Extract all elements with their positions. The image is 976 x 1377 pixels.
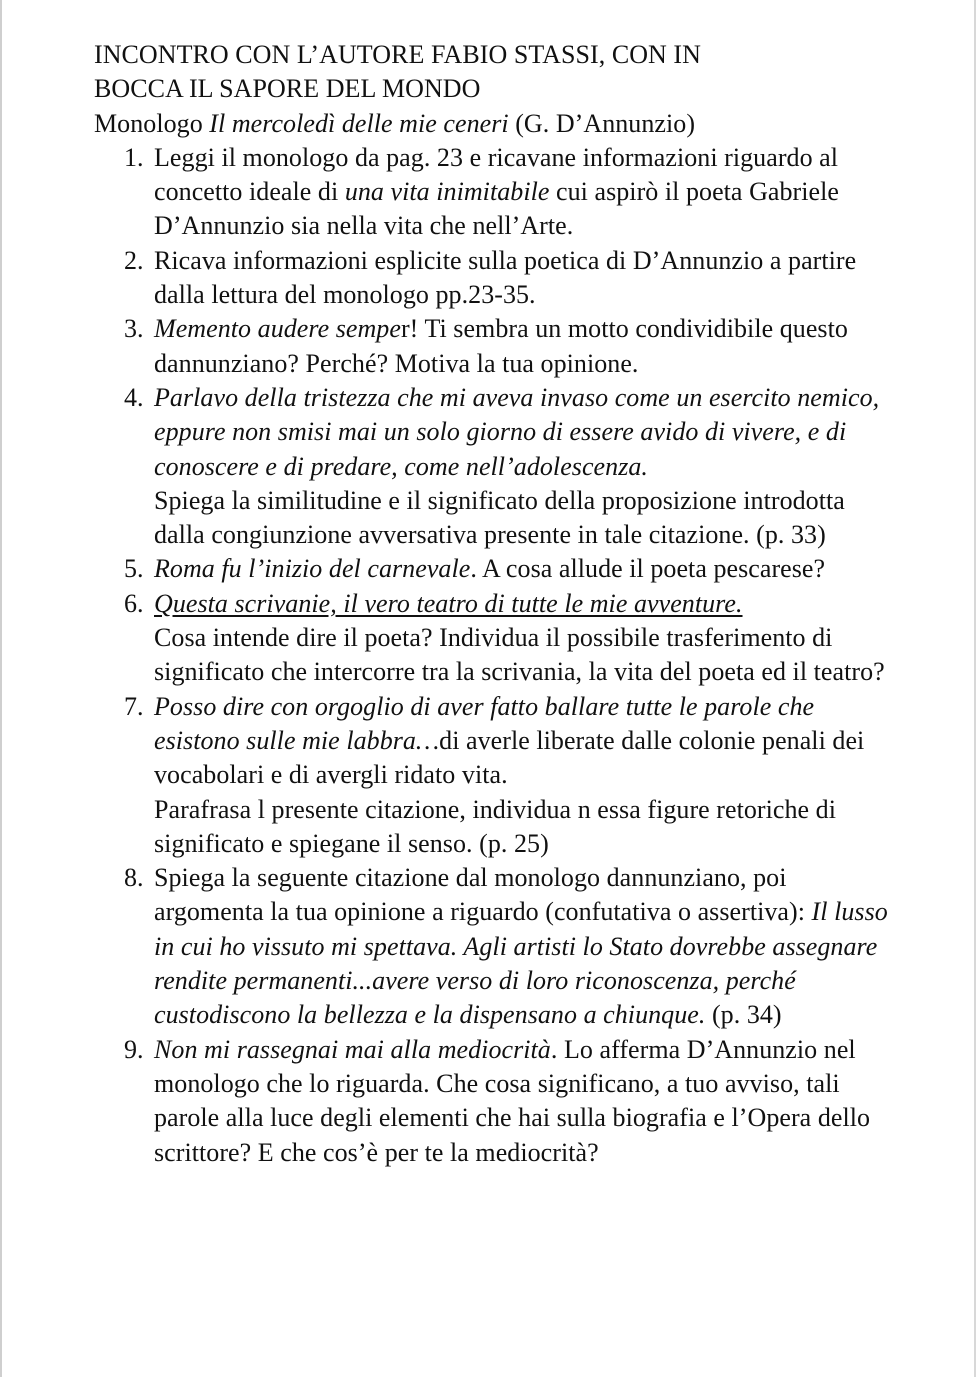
question-number: 6. bbox=[124, 588, 144, 618]
question-item-6 bbox=[94, 587, 894, 690]
question-number: 4. bbox=[124, 382, 144, 412]
question-item-8 bbox=[94, 861, 894, 1032]
subtitle-work-title: Il mercoledì delle mie ceneri bbox=[209, 108, 509, 138]
title-line-2: BOCCA IL SAPORE DEL MONDO bbox=[94, 74, 481, 104]
question-item-3 bbox=[94, 312, 894, 381]
question-quote: Memento audere sempe bbox=[154, 314, 401, 344]
subtitle-prefix: Monologo bbox=[94, 108, 210, 138]
subtitle-author: (G. D’Annunzio) bbox=[508, 108, 696, 138]
question-quote: Posso dire con orgoglio di aver fatto ballare tutte le parole che esistono sulle mie labbra… bbox=[154, 691, 815, 755]
question-number: 9. bbox=[124, 1034, 144, 1064]
document-subtitle bbox=[94, 107, 894, 141]
question-quote: Questa scrivanie, il vero teatro di tutte le mie avventure. bbox=[154, 588, 743, 618]
question-list bbox=[94, 141, 894, 1170]
question-text: . A cosa allude il poeta pescarese? bbox=[470, 554, 826, 584]
question-text: Spiega la seguente citazione dal monologo dannunziano, poi argomenta la tua opinione a riguardo (confutativa o assertiva): bbox=[154, 863, 812, 927]
question-item-9 bbox=[94, 1033, 894, 1170]
question-number: 2. bbox=[124, 245, 144, 275]
document-title bbox=[94, 38, 894, 107]
question-item-4 bbox=[94, 381, 894, 552]
document-content bbox=[94, 38, 894, 1170]
question-number: 8. bbox=[124, 863, 144, 893]
title-line-1: INCONTRO CON L’AUTORE FABIO STASSI, CON IN bbox=[94, 40, 701, 69]
question-number: 1. bbox=[124, 142, 144, 172]
question-quote: Non mi rassegnai mai alla mediocrità bbox=[154, 1034, 551, 1064]
question-text: r! Ti sembra un motto condividibile questo dannunziano? Perché? Motiva la tua opinione. bbox=[154, 314, 848, 378]
question-text: di averle liberate dalle colonie penali dei vocabolari e di avergli ridato vita. bbox=[154, 725, 865, 790]
question-quote: Parlavo della tristezza che mi aveva invaso come un esercito nemico, eppure non smisi mai un solo giorno di essere avido di vivere, e di conoscere e di predare, come nell’adolescenza. bbox=[154, 382, 880, 481]
question-quote: Roma fu l’inizio del carnevale bbox=[154, 554, 471, 584]
question-text: cui aspirò il poeta Gabriele D’Annunzio sia nella vita che nell’Arte. bbox=[154, 177, 839, 241]
question-text: Parafrasa l presente citazione, individua n essa figure retoriche di significato e spiegane il senso. (p. 25) bbox=[154, 794, 837, 858]
question-item-2 bbox=[94, 244, 894, 313]
question-text: . Lo afferma D’Annunzio nel monologo che lo riguarda. Che cosa significano, a tuo avviso, tali parole alla luce degli elementi che hai sulla biografia e l’Opera dello scrittore? E che cos’è per te la mediocrità? bbox=[154, 1034, 871, 1167]
question-quote: una vita inimitabile bbox=[344, 177, 550, 207]
question-number: 7. bbox=[124, 691, 144, 721]
question-text: Spiega la similitudine e il significato della proposizione introdotta dalla congiunzione avversativa presente in tale citazione. (p. 33) bbox=[154, 485, 845, 550]
question-item-5 bbox=[94, 552, 894, 586]
question-text: Cosa intende dire il poeta? Individua il possibile trasferimento di significato che intercorre tra la scrivania, la vita del poeta ed il teatro? bbox=[154, 623, 885, 687]
question-text: (p. 34) bbox=[705, 1000, 782, 1030]
question-number: 5. bbox=[124, 554, 144, 584]
question-number: 3. bbox=[124, 314, 144, 344]
question-item-1 bbox=[94, 141, 894, 244]
question-quote: Il lusso in cui ho vissuto mi spettava. Agli artisti lo Stato dovrebbe assegnare rendite permanenti...avere verso di loro riconoscenza, perché custodiscono la bellezza e la dispensano a chiunque. bbox=[154, 897, 888, 1030]
question-text: Leggi il monologo da pag. 23 e ricavane informazioni riguardo al concetto ideale di bbox=[154, 142, 839, 207]
question-text: Ricava informazioni esplicite sulla poetica di D’Annunzio a partire dalla lettura del monologo pp.23-35. bbox=[154, 245, 857, 310]
question-item-7 bbox=[94, 690, 894, 861]
